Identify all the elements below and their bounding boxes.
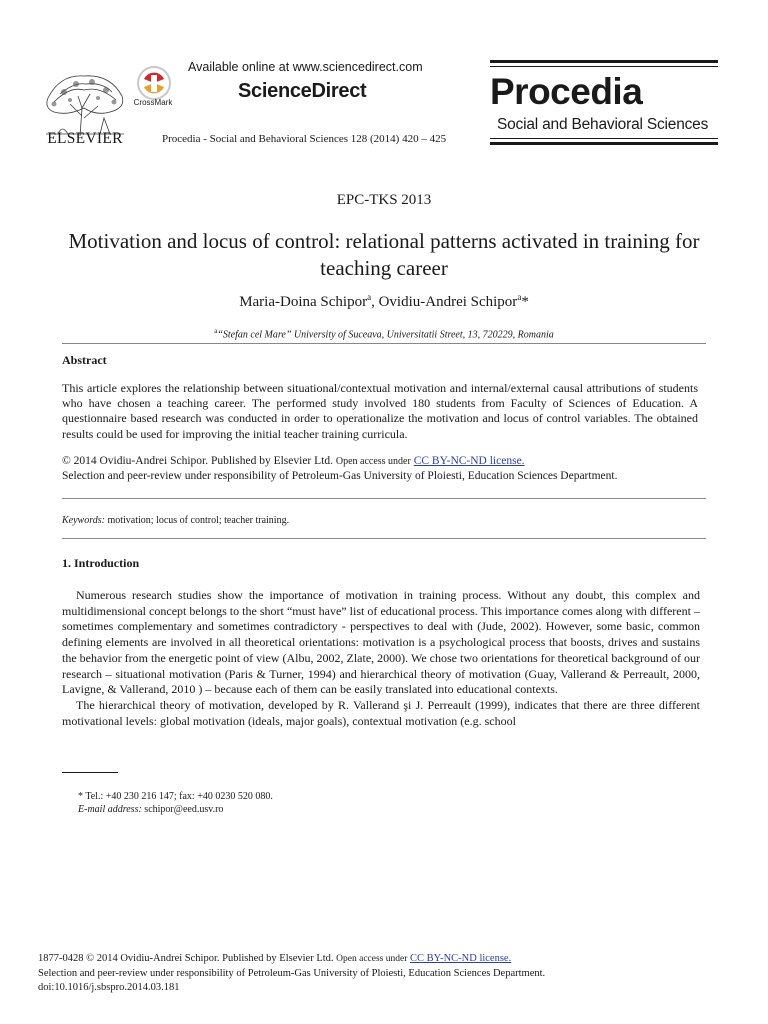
- copyright-block: [62, 454, 702, 484]
- copyright-text: © 2014 Ovidiu-Andrei Schipor. Published by Elsevier Ltd.: [62, 455, 333, 467]
- footer-copyright-line: [38, 952, 738, 967]
- open-access-text: Open access under: [336, 954, 408, 964]
- abstract-text: This article explores the relationship between situational/contextual motivation and internal/external causal attributions of students who have chosen a teaching career. The performed study involved 180 students from Faculty of Sciences of Education. A questionnaire based research was conducted in order to operationalize the motivation and locus of control variables. The obtained results could be used for improving the initial teacher training curricula.: [62, 381, 698, 441]
- keywords-label: Keywords:: [62, 515, 105, 526]
- selection-text: Selection and peer-review under responsibility of Petroleum-Gas University of Ploiesti, Education Sciences Department.: [62, 470, 618, 482]
- divider: [62, 538, 706, 539]
- affiliation-marker: a: [367, 292, 372, 302]
- crossmark-label: CrossMark: [133, 98, 173, 107]
- procedia-logo-title: Procedia: [490, 71, 643, 112]
- footnote-rule: [62, 772, 118, 773]
- procedia-logo-subtitle: Social and Behavioral Sciences: [497, 116, 709, 133]
- keywords-text: motivation; locus of control; teacher training.: [107, 515, 290, 526]
- email-address[interactable]: schipor@eed.usv.ro: [144, 804, 224, 815]
- keywords: [62, 515, 289, 526]
- available-online-text[interactable]: Available online at www.sciencedirect.com: [188, 60, 423, 74]
- open-access-text: Open access under: [335, 456, 411, 467]
- procedia-rule: [490, 66, 718, 67]
- journal-citation: Procedia - Social and Behavioral Sciences 128 (2014) 420 – 425: [162, 133, 447, 145]
- license-link[interactable]: CC BY-NC-ND license.: [410, 953, 512, 964]
- footnote-phone: * Tel.: +40 230 216 147; fax: +40 0230 520 080.: [78, 791, 273, 802]
- divider: [62, 498, 706, 499]
- doi[interactable]: doi:10.1016/j.sbspro.2014.03.181: [38, 982, 180, 993]
- corresponding-marker: *: [521, 294, 529, 310]
- paragraph: Numerous research studies show the importance of motivation in training process. Without any doubt, this complex and multidimensional concept belongs to the short “must have” list of educational process. This importance comes along with different – sometimes complementary and sometimes contradictory - perspectives to deal with (Jude, 2002). However, some basic, common defining elements are involved in all theoretical orientations: motivation is a psychological process that boosts, drives and sustains the behavior from the energetic point of view (Albu, 2002, Zlate, 2000). We chose two orientations for theoretical background of our research – situational motivation (Paris & Turner, 1994) and hierarchical theory of motivation (Guay, Vallerand & Perreault, 2000, Lavigne, & Vallerand, 2010 ) – because each of them can be easily translated into educational contexts.: [62, 588, 700, 697]
- footnote: [78, 790, 273, 816]
- page-footer: [38, 952, 738, 996]
- author-name: Ovidiu-Andrei Schipor: [378, 294, 518, 310]
- abstract-heading: Abstract: [62, 353, 107, 367]
- issn-copyright: 1877-0428 © 2014 Ovidiu-Andrei Schipor. Published by Elsevier Ltd.: [38, 953, 334, 964]
- procedia-rule: [490, 60, 718, 63]
- affiliation: [0, 327, 768, 340]
- footnote-email-line: [78, 803, 273, 816]
- sciencedirect-logo[interactable]: ScienceDirect: [238, 80, 367, 102]
- footer-selection: Selection and peer-review under responsibility of Petroleum-Gas University of Ploiesti, Education Sciences Department.: [38, 967, 546, 979]
- email-label: E-mail address:: [78, 804, 142, 815]
- affiliation-marker: a: [214, 327, 218, 335]
- license-link[interactable]: CC BY-NC-ND license.: [413, 455, 525, 467]
- affiliation-marker: a: [517, 292, 522, 302]
- procedia-rule: [490, 138, 718, 139]
- affiliation-text: “Stefan cel Mare” University of Suceava, Universitatii Street, 13, 720229, Romania: [217, 329, 554, 341]
- elsevier-wordmark: ELSEVIER: [47, 130, 123, 147]
- author-list: Maria-Doina Schipor$^a$, Ovidiu-Andrei Schipor$^a$*: [239, 292, 529, 310]
- author-name: Maria-Doina Schipor: [239, 294, 368, 310]
- procedia-rule: [490, 142, 718, 145]
- section-heading: 1. Introduction: [62, 556, 140, 570]
- conference-name: EPC-TKS 2013: [336, 192, 432, 208]
- paragraph: The hierarchical theory of motivation, developed by R. Vallerand şi J. Perreault (1999), indicates that there are three different motivational levels: global motivation (ideals, major goals), contextual motivation (e.g. school: [62, 697, 700, 728]
- paper-title: Motivation and locus of control: relational patterns activated in training for teaching career: [68, 229, 700, 280]
- divider: [62, 343, 706, 344]
- introduction-body: [62, 588, 700, 729]
